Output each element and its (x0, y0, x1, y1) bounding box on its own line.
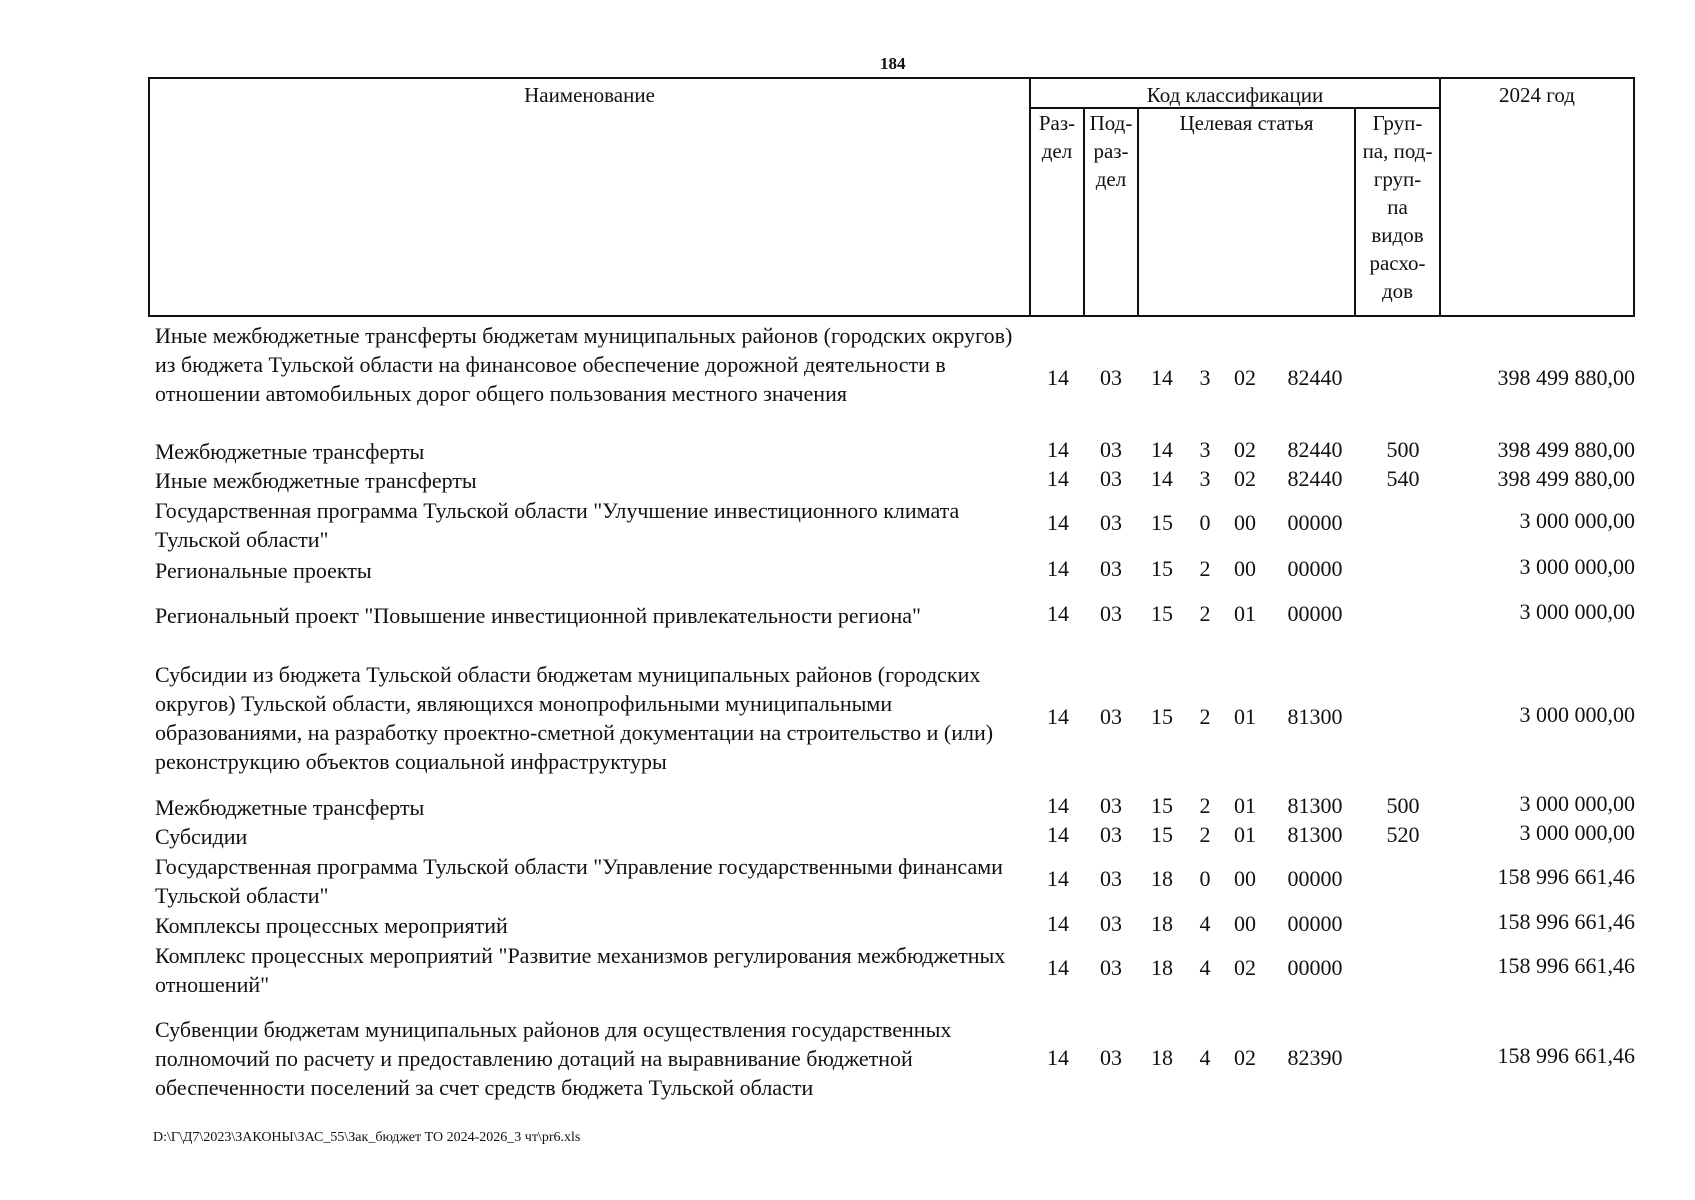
row-razdel: 14 (1047, 601, 1069, 626)
row-amount: 3 000 000,00 (1519, 508, 1635, 533)
row-podrazdel: 03 (1100, 466, 1122, 491)
row-target-4: 82440 (1287, 437, 1343, 462)
row-target-4: 82440 (1287, 365, 1343, 390)
row-podrazdel: 03 (1100, 955, 1122, 980)
row-razdel: 14 (1047, 1045, 1069, 1070)
header-year: 2024 год (1499, 83, 1575, 107)
row-target-4: 00000 (1287, 510, 1343, 535)
row-podrazdel: 03 (1100, 822, 1122, 847)
file-path: D:\Г\Д7\2023\ЗАКОНЫ\ЗАС_55\Зак_бюджет ТО 2024-2026_3 чт\pr6.xls (153, 1130, 581, 1145)
row-razdel: 14 (1047, 556, 1069, 581)
row-group: 500 (1386, 437, 1420, 462)
row-target-2: 3 (1199, 437, 1211, 462)
row-target-4: 81300 (1287, 793, 1343, 818)
row-target-2: 0 (1199, 510, 1211, 535)
row-target-2: 4 (1199, 911, 1211, 936)
row-amount: 3 000 000,00 (1519, 554, 1635, 579)
row-target-1: 18 (1151, 1045, 1173, 1070)
row-name: Региональные проекты (155, 558, 372, 583)
row-amount: 158 996 661,46 (1497, 953, 1635, 978)
row-amount: 158 996 661,46 (1497, 1043, 1635, 1068)
row-target-2: 3 (1199, 466, 1211, 491)
row-razdel: 14 (1047, 866, 1069, 891)
row-amount: 3 000 000,00 (1519, 702, 1635, 727)
row-target-1: 14 (1151, 365, 1173, 390)
row-name: Межбюджетные трансферты (155, 439, 425, 464)
row-target-4: 82390 (1287, 1045, 1343, 1070)
row-podrazdel: 03 (1100, 556, 1122, 581)
row-target-4: 81300 (1287, 704, 1343, 729)
row-razdel: 14 (1047, 793, 1069, 818)
row-amount: 158 996 661,46 (1497, 864, 1635, 889)
row-razdel: 14 (1047, 704, 1069, 729)
row-name: Государственная программа Тульской области "Улучшение инвестиционного климата Тульской области" (155, 498, 960, 552)
row-target-3: 02 (1234, 365, 1256, 390)
row-group: 520 (1386, 822, 1420, 847)
row-target-4: 81300 (1287, 822, 1343, 847)
row-podrazdel: 03 (1100, 601, 1122, 626)
row-target-2: 3 (1199, 365, 1211, 390)
row-amount: 158 996 661,46 (1497, 909, 1635, 934)
row-name: Региональный проект "Повышение инвестиционной привлекательности региона" (155, 603, 921, 628)
row-target-3: 02 (1234, 437, 1256, 462)
row-podrazdel: 03 (1100, 1045, 1122, 1070)
row-podrazdel: 03 (1100, 704, 1122, 729)
header-podrazdel: Под- раз- дел (1089, 111, 1133, 191)
row-target-4: 00000 (1287, 955, 1343, 980)
row-target-2: 2 (1199, 793, 1211, 818)
row-target-1: 15 (1151, 793, 1173, 818)
row-target-2: 0 (1199, 866, 1211, 891)
row-target-1: 18 (1151, 955, 1173, 980)
row-target-4: 00000 (1287, 601, 1343, 626)
row-target-1: 18 (1151, 866, 1173, 891)
row-target-1: 15 (1151, 822, 1173, 847)
row-target-3: 01 (1234, 793, 1256, 818)
row-name: Комплексы процессных мероприятий (155, 913, 508, 938)
row-podrazdel: 03 (1100, 365, 1122, 390)
row-razdel: 14 (1047, 911, 1069, 936)
table-header (148, 77, 1635, 317)
row-podrazdel: 03 (1100, 510, 1122, 535)
row-target-3: 00 (1234, 510, 1256, 535)
header-group: Груп- па, под- груп- па видов расхо- дов (1362, 111, 1433, 303)
row-target-2: 2 (1199, 556, 1211, 581)
row-podrazdel: 03 (1100, 793, 1122, 818)
row-razdel: 14 (1047, 466, 1069, 491)
row-razdel: 14 (1047, 437, 1069, 462)
row-amount: 398 499 880,00 (1497, 365, 1635, 390)
row-target-2: 4 (1199, 955, 1211, 980)
row-target-4: 82440 (1287, 466, 1343, 491)
row-podrazdel: 03 (1100, 437, 1122, 462)
row-target-4: 00000 (1287, 866, 1343, 891)
header-target: Целевая статья (1179, 111, 1314, 135)
row-group: 500 (1386, 793, 1420, 818)
row-amount: 3 000 000,00 (1519, 791, 1635, 816)
row-target-1: 15 (1151, 601, 1173, 626)
row-amount: 398 499 880,00 (1497, 437, 1635, 462)
row-razdel: 14 (1047, 510, 1069, 535)
row-target-1: 18 (1151, 911, 1173, 936)
row-name: Комплекс процессных мероприятий "Развитие механизмов регулирования межбюджетных отношений" (155, 943, 1006, 997)
row-amount: 3 000 000,00 (1519, 599, 1635, 624)
row-name: Субсидии (155, 824, 248, 849)
row-target-3: 02 (1234, 955, 1256, 980)
row-name: Субвенции бюджетам муниципальных районов для осуществления государственных полномочий по расчету и предоставлению дотаций на выравнивание бюджетной обеспеченности поселений за счет средств бюджета Тульской области (155, 1017, 952, 1100)
row-target-2: 2 (1199, 822, 1211, 847)
row-name: Иные межбюджетные трансферты бюджетам муниципальных районов (городских округов) из бюджета Тульской области на финансовое обеспечение дорожной деятельности в отношении автомобильных дорог общего пользования местного значения (155, 323, 1013, 406)
row-target-1: 14 (1151, 466, 1173, 491)
row-target-3: 02 (1234, 1045, 1256, 1070)
row-name: Субсидии из бюджета Тульской области бюджетам муниципальных районов (городских округов) Тульской области, являющихся монопрофильными муниципальными образованиями, на разработку проектно-сметной документации на строительство и (или) реконструкцию объектов социальной инфраструктуры (155, 662, 994, 774)
row-group: 540 (1386, 466, 1420, 491)
row-razdel: 14 (1047, 955, 1069, 980)
row-amount: 3 000 000,00 (1519, 820, 1635, 845)
row-target-1: 15 (1151, 510, 1173, 535)
row-target-1: 14 (1151, 437, 1173, 462)
row-target-3: 00 (1234, 866, 1256, 891)
divider (1137, 107, 1139, 315)
row-target-3: 00 (1234, 556, 1256, 581)
row-target-3: 00 (1234, 911, 1256, 936)
row-name: Государственная программа Тульской области "Управление государственными финансами Тульской области" (155, 854, 1003, 908)
row-razdel: 14 (1047, 365, 1069, 390)
row-razdel: 14 (1047, 822, 1069, 847)
row-target-3: 01 (1234, 601, 1256, 626)
row-target-2: 2 (1199, 704, 1211, 729)
row-target-4: 00000 (1287, 911, 1343, 936)
row-name: Иные межбюджетные трансферты (155, 468, 477, 493)
row-target-1: 15 (1151, 556, 1173, 581)
divider (1439, 79, 1441, 315)
row-target-4: 00000 (1287, 556, 1343, 581)
header-razdel: Раз- дел (1038, 111, 1076, 163)
row-target-2: 2 (1199, 601, 1211, 626)
row-podrazdel: 03 (1100, 911, 1122, 936)
row-target-3: 01 (1234, 822, 1256, 847)
header-code: Код классификации (1146, 83, 1324, 107)
page-number: 184 (880, 54, 906, 73)
row-target-3: 02 (1234, 466, 1256, 491)
row-target-2: 4 (1199, 1045, 1211, 1070)
header-name: Наименование (524, 83, 655, 107)
row-amount: 398 499 880,00 (1497, 466, 1635, 491)
row-podrazdel: 03 (1100, 866, 1122, 891)
row-target-1: 15 (1151, 704, 1173, 729)
row-name: Межбюджетные трансферты (155, 795, 425, 820)
row-target-3: 01 (1234, 704, 1256, 729)
